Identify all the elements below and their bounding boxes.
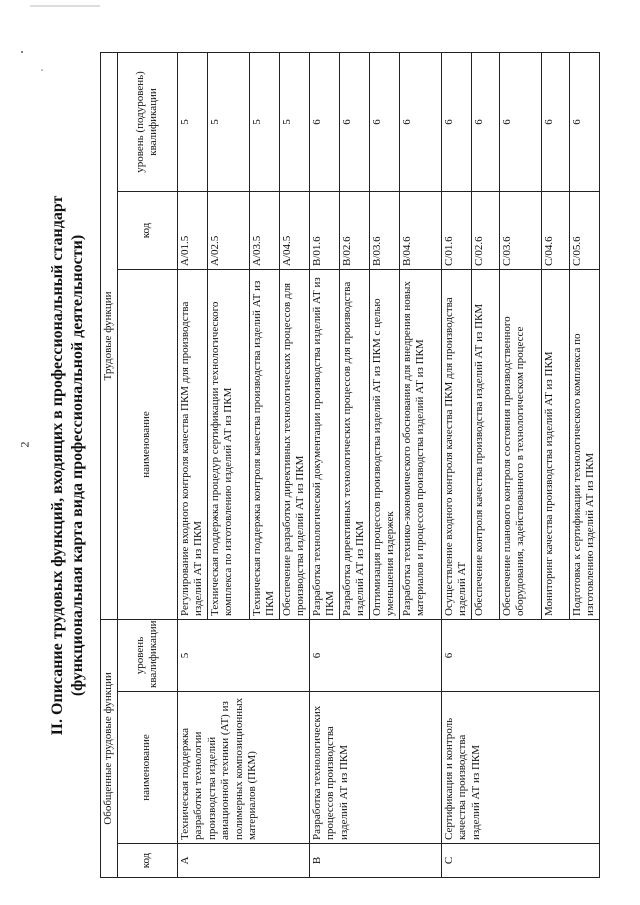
function-level: 6: [441, 52, 471, 191]
title-line-1: II. Описание трудовых функций, входящих в профессиональный стандарт: [49, 195, 66, 736]
function-level: 5: [207, 52, 249, 191]
function-name: Техническая поддержка процедур сертификации технологического комплекса по изготовлению изделий АТ из ПКМ: [207, 269, 249, 619]
header-generalized-functions: Обобщенные трудовые функции: [101, 619, 118, 877]
function-level: 6: [309, 52, 339, 191]
header-name: наименование: [117, 692, 177, 844]
function-code: B/01.6: [309, 191, 339, 269]
function-level: 5: [177, 52, 207, 191]
function-code: A/02.5: [207, 191, 249, 269]
function-name: Оптимизация процессов производства изделий АТ из ПКМ с целью уменьшения издержек: [369, 269, 399, 619]
function-code: C/04.6: [541, 191, 569, 269]
function-name: Техническая поддержка контроля качества производства изделий АТ из ПКМ: [249, 269, 279, 619]
group-level: 6: [309, 619, 441, 691]
function-level: 6: [369, 52, 399, 191]
function-code: A/04.5: [279, 191, 309, 269]
group-name: Разработка технологических процессов производства изделий АТ из ПКМ: [309, 692, 441, 844]
function-code: B/04.6: [399, 191, 441, 269]
function-name: Обеспечение контроля качества производства изделий АТ из ПКМ: [471, 269, 499, 619]
header-labor-functions: Трудовые функции: [101, 52, 118, 619]
header-function-code: код: [117, 191, 177, 269]
functional-map-table: [100, 52, 600, 878]
group-level: 6: [441, 619, 599, 691]
function-name: Обеспечение планового контроля состояния производственного оборудования, задействованного в технологическом процессе: [499, 269, 541, 619]
function-code: C/02.6: [471, 191, 499, 269]
function-name: Разработка технологической документации производства изделий АТ из ПКМ: [309, 269, 339, 619]
function-level: 6: [499, 52, 541, 191]
header-function-name: наименование: [117, 269, 177, 619]
group-code: A: [177, 844, 309, 878]
function-code: C/03.6: [499, 191, 541, 269]
function-name: Осуществление входного контроля качества ПКМ для производства изделий АТ: [441, 269, 471, 619]
group-code: B: [309, 844, 441, 878]
table-row: [177, 52, 207, 877]
table-row: [309, 52, 339, 877]
function-level: 6: [471, 52, 499, 191]
function-level: 5: [279, 52, 309, 191]
function-level: 6: [569, 52, 599, 191]
group-name: Техническая поддержка разработки технологии производства изделий авиационной техники (АТ) из полимерных композиционных материалов (ПКМ): [177, 692, 309, 844]
function-level: 5: [249, 52, 279, 191]
function-level: 6: [339, 52, 369, 191]
header-code: код: [117, 844, 177, 878]
title-line-2: (функциональная карта вида профессиональной деятельности): [69, 234, 86, 697]
function-name: Разработка технико-экономического обоснования для внедрения новых материалов и процессов производства изделий АТ из ПКМ: [399, 269, 441, 619]
function-code: B/02.6: [339, 191, 369, 269]
function-code: A/03.5: [249, 191, 279, 269]
rotated-sheet: [48, 53, 596, 878]
page-number: 2: [17, 441, 32, 448]
function-level: 6: [399, 52, 441, 191]
table-row: [441, 52, 471, 877]
function-code: B/03.6: [369, 191, 399, 269]
function-name: Регулирование входного контроля качества ПКМ для производства изделий АТ из ПКМ: [177, 269, 207, 619]
group-code: C: [441, 844, 599, 878]
header-sublevel: уровень (подуровень) квалификации: [117, 52, 177, 191]
page-title: [48, 53, 88, 878]
function-code: C/01.6: [441, 191, 471, 269]
function-code: A/01.5: [177, 191, 207, 269]
function-code: C/05.6: [569, 191, 599, 269]
function-name: Обеспечение разработки директивных технологических процессов для производства изделий АТ из ПКМ: [279, 269, 309, 619]
function-name: Подготовка к сертификации технологического комплекса по изготовлению изделий АТ из ПКМ: [569, 269, 599, 619]
group-level: 5: [177, 619, 309, 691]
header-qual-level: уровень квалификации: [117, 619, 177, 691]
function-name: Разработка директивных технологических процессов для производства изделий АТ из ПКМ: [339, 269, 369, 619]
function-level: 6: [541, 52, 569, 191]
function-name: Мониторинг качества производства изделий АТ из ПКМ: [541, 269, 569, 619]
group-name: Сертификация и контроль качества производства изделий АТ из ПКМ: [441, 692, 599, 844]
